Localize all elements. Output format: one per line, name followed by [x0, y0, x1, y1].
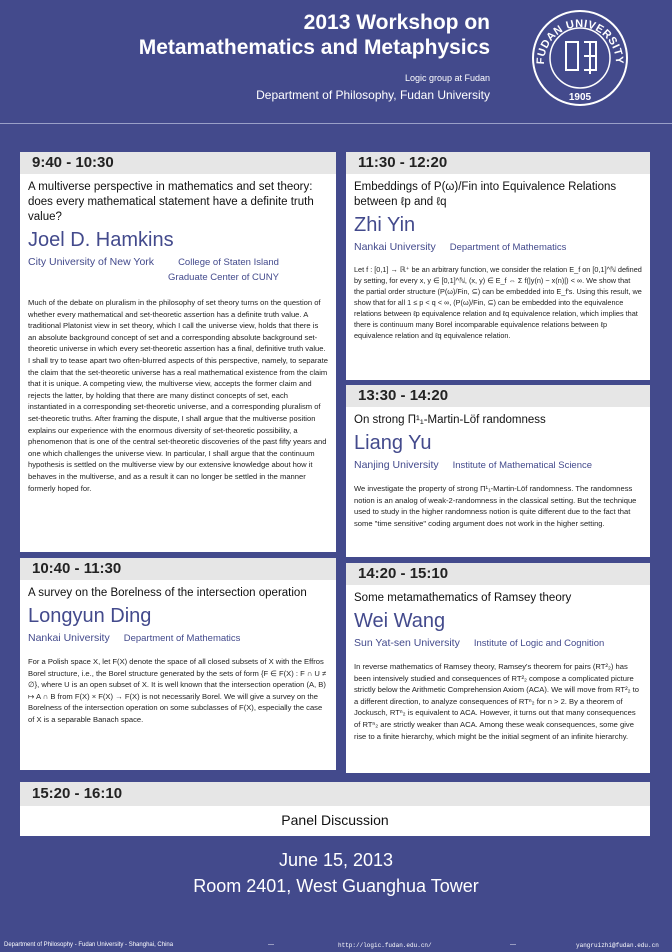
- footer: [0, 941, 672, 952]
- speaker-name: Longyun Ding: [28, 605, 152, 627]
- department: [168, 255, 279, 285]
- session-time: 14:20 - 15:10: [346, 563, 650, 585]
- footer-separator: —: [268, 942, 274, 948]
- speaker-name: Joel D. Hamkins: [28, 229, 174, 251]
- institution: City University of New York: [28, 256, 155, 268]
- speaker-affiliation: [354, 458, 642, 473]
- session-card: [346, 152, 650, 380]
- department-line: College of Staten Island: [178, 257, 279, 268]
- session-time: 11:30 - 12:20: [346, 152, 650, 174]
- speaker-name: Wei Wang: [354, 610, 446, 632]
- session-card: [346, 563, 650, 773]
- poster-title: [10, 10, 490, 60]
- talk-title: Some metamathematics of Ramsey theory: [354, 592, 572, 604]
- abstract: Much of the debate on pluralism in the philosophy of set theory turns on the question of whether every mathematical and set-theoretic assertion has a definite truth value. A traditional Platonist view in set theory, which I call the universe view, holds that there is an absolute background concept of set and a corresponding absolute background set-theoretic universe in which every set-theoretic assertion has a final, definitive truth value. I shall try to tease apart two often-blurred aspects of this perspective, namely, to separate the claim that the set-theoretic universe has a real mathematical existence from the claim that it is unique. A competing view, the multiverse view, accepts the former claim and rejects the latter, by holding that there are many distinct concepts of set, each instantiated in a corresponding set-theoretic universe, and a corresponding pluralism of set-theoretic truths. After framing the dispute, I shall argue that the multiverse position explains our experience with the enormous diversity of set-theoretic possibility, a phenomenon that is one of the central set-theoretic discoveries of the past fifty years and one which challenges the universe view. In particular, I shall argue that the continuum hypothesis is settled on the multiverse view by our extensive knowledge about how it behaves in the multiverse, and as a result it can no longer be settled in the manner formerly hoped for.: [28, 298, 328, 493]
- seal-year: 1905: [568, 92, 592, 103]
- department: Department of Mathematics: [123, 633, 241, 644]
- department: Institute of Logic and Cognition: [473, 638, 605, 649]
- speaker-affiliation: [28, 255, 328, 285]
- speaker-affiliation: [28, 631, 328, 646]
- header-divider: [0, 123, 672, 124]
- speaker-affiliation: [354, 636, 642, 651]
- session-time: 10:40 - 11:30: [20, 558, 336, 580]
- department: Department of Mathematics: [449, 242, 567, 253]
- speaker-name: Liang Yu: [354, 432, 432, 454]
- talk-title: A multiverse perspective in mathematics and set theory: does every mathematical statement have a definite truth value?: [28, 181, 314, 223]
- title-line-2: Metamathematics and Metaphysics: [138, 36, 490, 59]
- event-venue: Room 2401, West Guanghua Tower: [193, 876, 479, 896]
- department-line: Graduate Center of CUNY: [168, 272, 279, 283]
- panel-title: Panel Discussion: [20, 806, 650, 836]
- abstract: For a Polish space X, let F(X) denote the space of all closed subsets of X with the Effros Borel structure, i.e., the Borel structure generated by the sets of form {F ∈ F(X) : F ∩ U ≠ ∅}, where U is an open subset of X. It is well known that the intersection operation (A, B) ↦ A ∩ B from F(X) × F(X) → F(X) is not necessarily Borel. We will give a survey on the Borelness of the intersection operation on some subclasses of F(X), especially the case of X is a separable Banach space.: [28, 657, 327, 724]
- talk-title: On strong Π¹₁-Martin-Löf randomness: [354, 414, 546, 426]
- footer-email[interactable]: yangruizhi@fudan.edu.cn: [576, 942, 659, 949]
- speaker-name: Zhi Yin: [354, 214, 416, 236]
- session-card: [20, 558, 336, 770]
- footer-url[interactable]: http://logic.fudan.edu.cn/: [338, 942, 432, 949]
- event-info: [0, 847, 672, 899]
- header-subtitle: Logic group at Fudan: [404, 73, 490, 83]
- footer-separator: —: [510, 942, 516, 948]
- talk-title: A survey on the Borelness of the intersection operation: [28, 587, 307, 599]
- institution: Nanjing University: [354, 459, 439, 471]
- talk-title: Embeddings of P(ω)/Fin into Equivalence Relations between ℓp and ℓq: [354, 181, 617, 208]
- footer-department: Department of Philosophy - Fudan University - Shanghai, China: [4, 942, 174, 948]
- seal-text: FUDAN UNIVERSITY: [534, 17, 626, 65]
- institution: Nankai University: [28, 632, 110, 644]
- header-department: Department of Philosophy, Fudan University: [256, 88, 490, 102]
- speaker-affiliation: [354, 240, 642, 255]
- session-card: [20, 152, 336, 552]
- department: Institute of Mathematical Science: [452, 460, 593, 471]
- university-seal-icon: [530, 8, 630, 108]
- title-line-1: 2013 Workshop on: [303, 11, 490, 34]
- institution: Sun Yat-sen University: [354, 637, 460, 649]
- abstract: We investigate the property of strong Π¹₁-Martin-Löf randomness. The randomness notion is an analog of weak-2-randomness in the classical setting. But the technique used to study in the higher randomness notion is quite different due to the fact that some "time sensitive" coding argument does not work in the higher setting.: [354, 484, 637, 528]
- panel-time: 15:20 - 16:10: [20, 782, 650, 806]
- svg-text:FUDAN UNIVERSITY: [535, 18, 625, 65]
- session-time: 9:40 - 10:30: [20, 152, 336, 174]
- event-date: June 15, 2013: [278, 850, 394, 870]
- session-card: [346, 385, 650, 557]
- institution: Nankai University: [354, 241, 436, 253]
- abstract: In reverse mathematics of Ramsey theory, Ramsey's theorem for pairs (RT²₂) has been intensively studied and consequences of RT²₂ compose a complicated picture strictly below the Arithmetic Comprehension Axiom (ACA). We will move from RT²₂ to a different direction, to analyze consequences of RTⁿ₂ for n > 2. By a theorem of Jockusch, RTⁿ₂ is equivalent to ACA. However, it turns out that many consequences of RTⁿ₂ are strictly weaker than ACA. Among these weak consequences, some give rise to a finite hierarchy, which might be the initial segment of an infinite hierarchy.: [354, 662, 639, 741]
- abstract: Let f : [0,1] → ℝ⁺ be an arbitrary function, we consider the relation E_f on [0,1]^ℕ defined by setting, for every x, y ∈ [0,1]^ℕ, (x, y) ∈ E_f ⇔ Σ f(|y(n) − x(n)|) < ∞. We show that the partial order structure (P(ω)/Fin, ⊆) can be embedded into E_f's. Using this result, we show that for all 1 ≤ p < q < ∞, (P(ω)/Fin, ⊆) can be embedded into the equivalence relations between ℓp equivalence relation and ℓq equivalence relation, which implies that there is continuum many Borel incomparable equivalence relations between ℓp equivalence relation and ℓq equivalence relation.: [354, 265, 642, 340]
- session-time: 13:30 - 14:20: [346, 385, 650, 407]
